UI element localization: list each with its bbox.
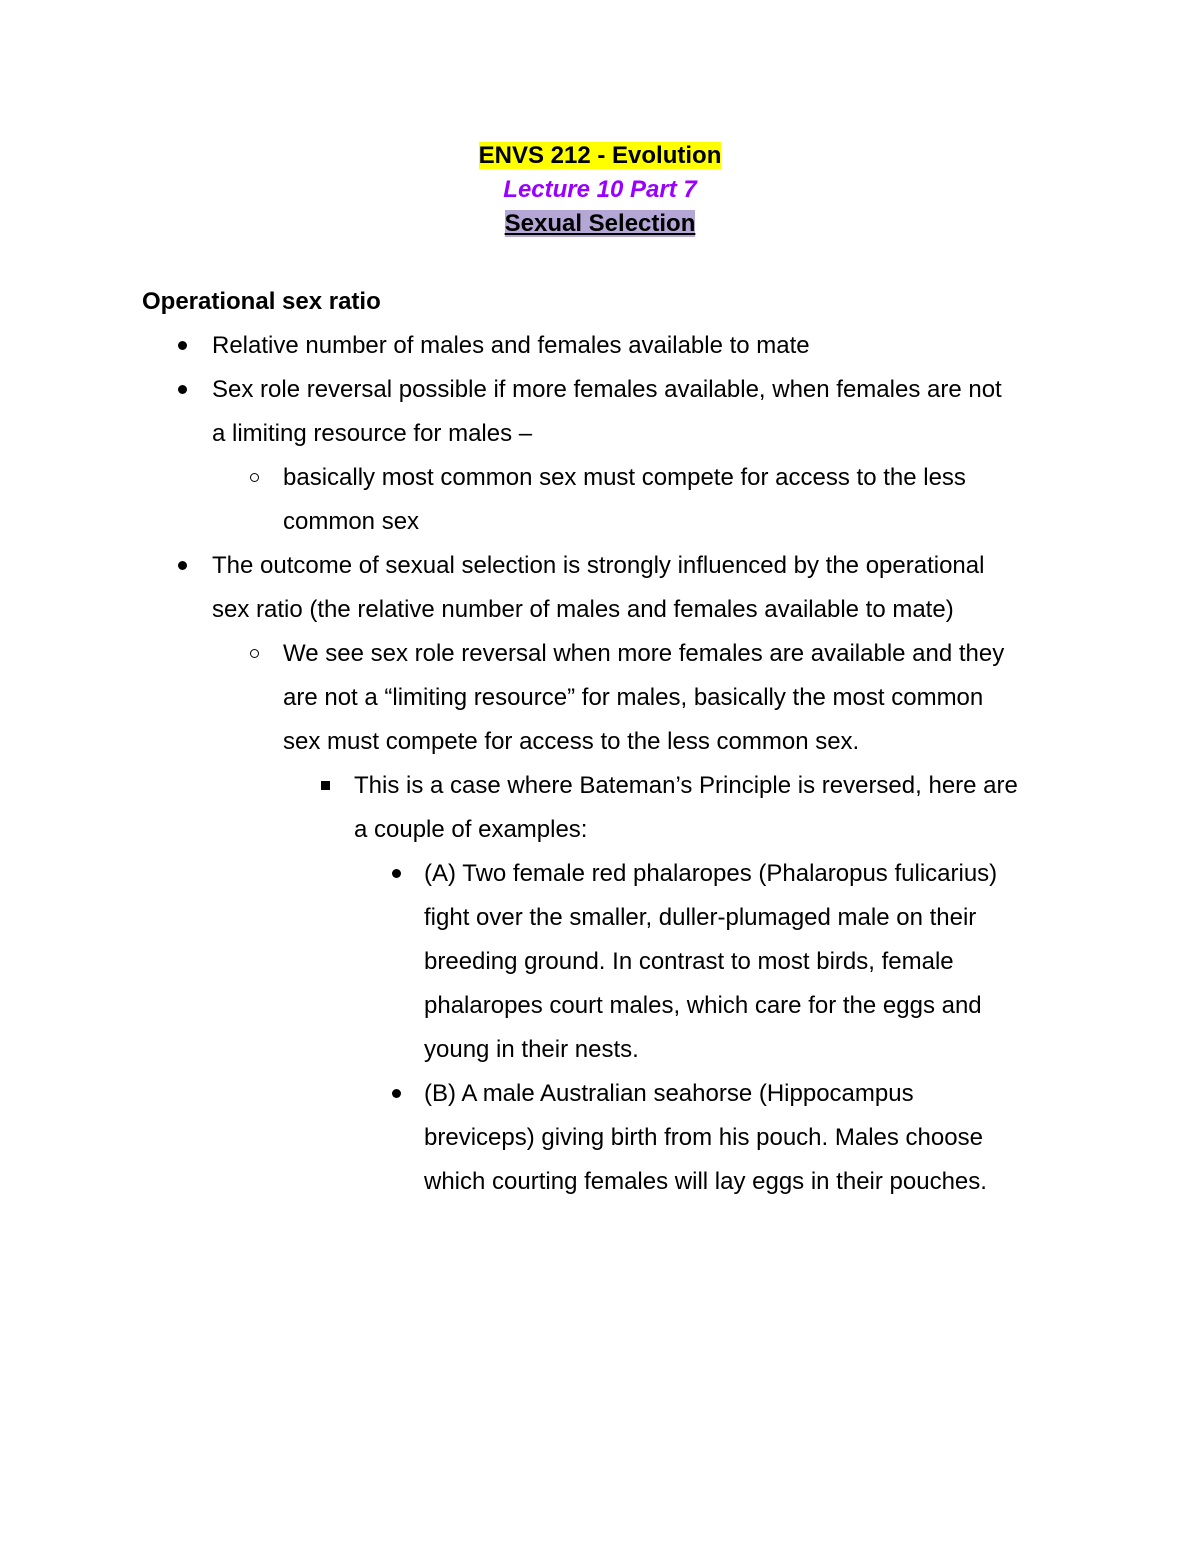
example-item: (B) A male Australian seahorse (Hippocampus xyxy=(424,1080,914,1107)
list-item: Relative number of males and females available to mate xyxy=(212,332,810,359)
example-item: (A) Two female red phalaropes (Phalaropus fulicarius) xyxy=(424,860,998,887)
sub-sub-list-item-continuation: a couple of examples: xyxy=(354,816,588,843)
lecture-subtitle: Lecture 10 Part 7 xyxy=(503,176,697,203)
list-item-continuation: sex ratio (the relative number of males and females available to mate) xyxy=(212,596,954,623)
course-title: ENVS 212 - Evolution xyxy=(478,142,722,169)
bullet-dot-icon xyxy=(386,858,406,890)
bullet-dot-icon xyxy=(172,330,192,362)
bullet-dot-icon xyxy=(172,550,192,582)
example-item-continuation: breeding ground. In contrast to most birds, female xyxy=(424,948,954,975)
example-item-continuation: young in their nests. xyxy=(424,1036,639,1063)
example-item-continuation: breviceps) giving birth from his pouch. Males choose xyxy=(424,1124,983,1151)
sub-list-item-continuation: sex must compete for access to the less common sex. xyxy=(283,728,860,755)
list-item: Sex role reversal possible if more females available, when females are not xyxy=(212,376,1002,403)
list-item: The outcome of sexual selection is strongly influenced by the operational xyxy=(212,552,985,579)
bullet-circle-icon xyxy=(244,638,264,670)
example-item-continuation: which courting females will lay eggs in their pouches. xyxy=(424,1168,987,1195)
sub-list-item-continuation: are not a “limiting resource” for males, basically the most common xyxy=(283,684,984,711)
document-title xyxy=(0,140,1200,172)
sub-list-item: basically most common sex must compete for access to the less xyxy=(283,464,966,491)
bullet-dot-icon xyxy=(386,1078,406,1110)
bullet-square-icon xyxy=(315,770,335,802)
bullet-dot-icon xyxy=(172,374,192,406)
topic-title-text: Sexual Selection xyxy=(504,210,696,237)
sub-list-item: We see sex role reversal when more females are available and they xyxy=(283,640,1005,667)
example-item-continuation: fight over the smaller, duller-plumaged male on their xyxy=(424,904,977,931)
topic-title xyxy=(0,208,1200,240)
sub-list-item-continuation: common sex xyxy=(283,508,420,535)
sub-sub-list-item: This is a case where Bateman’s Principle is reversed, here are xyxy=(354,772,1018,799)
section-heading: Operational sex ratio xyxy=(142,288,381,315)
list-item-continuation: a limiting resource for males – xyxy=(212,420,533,447)
example-item-continuation: phalaropes court males, which care for the eggs and xyxy=(424,992,982,1019)
bullet-circle-icon xyxy=(244,462,264,494)
